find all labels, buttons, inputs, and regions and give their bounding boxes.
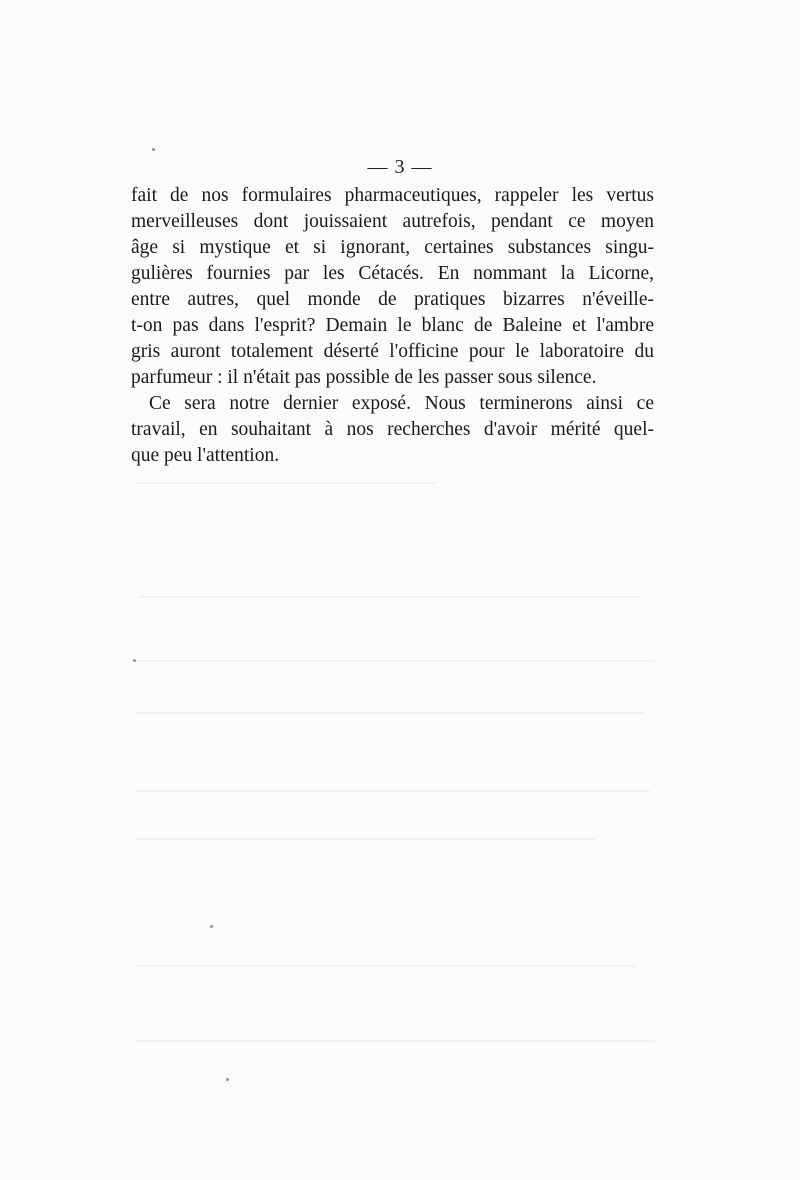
text-line: fait de nos formulaires pharmaceutiques, rappeler les vertus xyxy=(131,185,654,206)
bleed-through-mark xyxy=(135,838,595,840)
bleed-through-mark xyxy=(135,660,655,662)
text-line: gris auront totalement déserté l'officine pour le laboratoire du xyxy=(131,341,654,362)
paper-speck xyxy=(210,925,213,928)
text-line: merveilleuses dont jouissaient autrefois, pendant ce moyen xyxy=(131,211,654,232)
paper-speck xyxy=(133,659,136,662)
text-line: travail, en souhaitant à nos recherches d'avoir mérité quel- xyxy=(131,419,654,440)
body-paragraphs xyxy=(131,183,654,469)
bleed-through-mark xyxy=(135,482,435,484)
text-line: que peu l'attention. xyxy=(131,445,280,466)
text-line: âge si mystique et si ignorant, certaines substances singu- xyxy=(131,237,654,258)
page-number: — 3 — xyxy=(367,156,433,178)
bleed-through-mark xyxy=(135,712,645,714)
text-line: Ce sera notre dernier exposé. Nous terminerons ainsi ce xyxy=(149,393,654,414)
bleed-through-mark xyxy=(135,790,650,792)
text-line: t-on pas dans l'esprit? Demain le blanc de Baleine et l'ambre xyxy=(131,315,654,336)
text-line: parfumeur : il n'était pas possible de les passer sous silence. xyxy=(131,367,597,388)
bleed-through-mark xyxy=(135,965,635,967)
text-line: gulières fournies par les Cétacés. En nommant la Licorne, xyxy=(131,263,654,284)
text-line: entre autres, quel monde de pratiques bizarres n'éveille- xyxy=(131,289,654,310)
bleed-through-mark xyxy=(140,596,640,598)
paper-speck xyxy=(226,1078,229,1081)
paper-speck xyxy=(152,148,155,151)
bleed-through-mark xyxy=(135,1040,655,1042)
